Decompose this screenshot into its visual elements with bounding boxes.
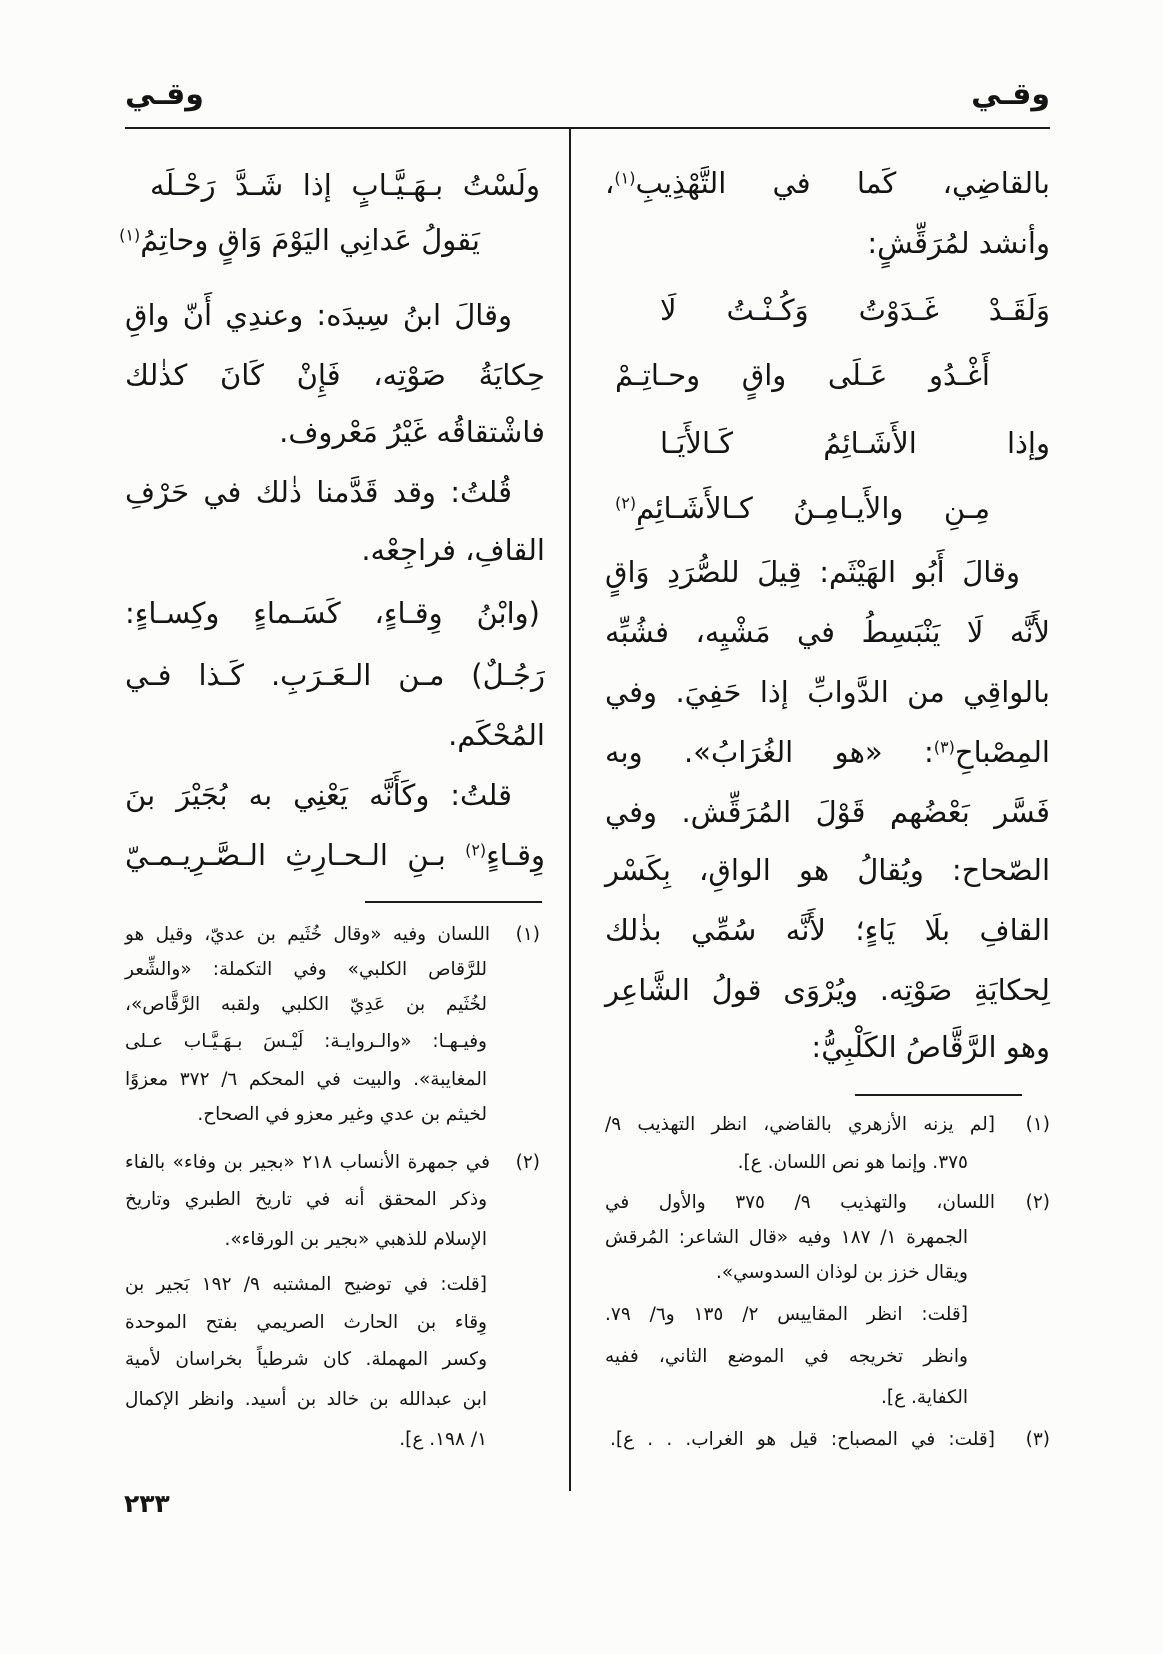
verse-hemistich xyxy=(615,478,990,538)
body-line: فَسَّر بَعْضُهم قَوْلَ المُرَقِّش. وفي xyxy=(605,795,1050,829)
footnote-line: لخيثم بن عدي وغير معزو في الصحاح. xyxy=(197,1104,487,1125)
body-text: بالقاضِي، كَما في التَّهْذِيبِ xyxy=(635,166,1050,200)
body-line: وأنشد لمُرَقِّشٍ: xyxy=(867,226,1050,260)
body-line: بالواقِي من الدَّوابِّ إذا حَفِيَ. وفي xyxy=(605,675,1050,709)
body-text-tail: : «هو الغُرَابُ». وبه xyxy=(605,735,934,769)
footnote-line: في جمهرة الأنساب ٢١٨ «بجير بن وفاء» بالفاء xyxy=(125,1152,490,1173)
body-text-tail: بـنِ الـحـارِثِ الـصَّـرِيـمـيّ xyxy=(125,838,466,872)
footnote-line: الجمهرة ١/ ١٨٧ وفيه «قال الشاعر: المُرقش xyxy=(605,1227,968,1248)
entry-headword-line: (وابْنُ وِقـاءٍ، كَسَـماءٍ وكِسـاءٍ: xyxy=(125,596,540,630)
footnote-number: (١) xyxy=(1025,1114,1050,1135)
footnote-line: لخُثَيم بن عَدِيّ الكلبي ولقبه الرَّقَّاص»، xyxy=(125,994,487,1015)
body-line: وقالَ أَبُو الهَيْثَم: قِيلَ للصُّرَدِ وَاقٍ xyxy=(605,555,1020,589)
footnote-line: وِقاء بن الحارث الصريمي بفتح الموحدة xyxy=(125,1312,487,1333)
verse-hemistich: ولَسْتُ بـهَـيَّـابٍ إذا شَـدَّ رَحْـلَه xyxy=(150,168,540,202)
footnote-line: للرَّقاص الكلبي» وفي التكملة: «والشِّعر xyxy=(125,959,487,980)
running-head-left: وقـي xyxy=(125,77,204,112)
footnote-number: (٣) xyxy=(1025,1429,1050,1450)
footnote-separator-right xyxy=(855,1094,1022,1096)
verse-hemistich: وَلَقَـدْ غَـدَوْتُ وَكُـنْـتُ لَا xyxy=(660,293,1050,327)
header-rule xyxy=(125,127,1050,129)
body-text: يَقولُ عَدانِي اليَوْمَ وَاقٍ وحاتِمُ xyxy=(140,223,480,257)
footnote-line: ١/ ١٩٨. ع]. xyxy=(399,1429,487,1450)
footnote-marker: (١) xyxy=(119,225,141,245)
footnote-line: اللسان وفيه «وقال خُثَيم بن عديّ، وقيل هو xyxy=(125,924,490,945)
footnote-line: اللسان، والتهذيب ٩/ ٣٧٥ والأول في xyxy=(605,1192,995,1213)
body-line: فاشْتقاقُه غَيْرُ مَعْروف. xyxy=(279,415,545,449)
body-line: لِحكايَةِ صَوْتِه. ويُرْوَى قولُ الشَّاعِر xyxy=(605,973,1050,1007)
footnote-line: ابن عبدالله بن خالد بن أسيد. وانظر الإكمال xyxy=(125,1389,487,1410)
footnote-line: وذكر المحقق أنه في تاريخ الطبري وتاريخ xyxy=(125,1189,487,1210)
footnote-separator-left xyxy=(365,901,542,903)
footnote-line: وانظر تخريجه في الموضع الثاني، ففيه xyxy=(605,1346,968,1367)
verse-hemistich xyxy=(119,210,480,270)
footnote-line: الكفاية. ع]. xyxy=(881,1387,968,1408)
verse-hemistich: وإذا الأَشَـائِمُ كَـالأَيَـا xyxy=(660,426,1050,460)
body-text-tail: ، xyxy=(605,166,615,200)
footnote-line: [قلت: انظر المقاييس ٢/ ١٣٥ و٦/ ٧٩. xyxy=(605,1304,968,1325)
footnote-line: [قلت: في المصباح: قيل هو الغراب. . . ع]. xyxy=(610,1429,995,1450)
footnote-line: الإسلام للذهبي «بجير بن الورقاء». xyxy=(224,1229,487,1250)
body-line: القافِ بلَا يَاءٍ؛ لأَنَّه سُمِّي بذٰلك xyxy=(605,913,1050,947)
footnote-line: المغايبة». والبيت في المحكم ٦/ ٣٧٢ معزوًا xyxy=(125,1069,487,1090)
footnote-number: (١) xyxy=(515,924,540,945)
footnote-line: [لم يزنه الأزهري بالقاضي، انظر التهذيب ٩/ xyxy=(605,1114,995,1135)
body-line: وقالَ ابنُ سِيدَه: وعندِي أَنّ واقِ xyxy=(125,298,512,332)
footnote-line: ويقال خزز بن لوذان السدوسي». xyxy=(715,1262,968,1283)
footnote-line: وكسر المهملة. كان شرطياً بخراسان لأمية xyxy=(125,1349,487,1370)
footnote-line: ٣٧٥. وإنما هو نص اللسان. ع]. xyxy=(737,1152,968,1173)
body-line xyxy=(125,825,545,885)
body-line: رَجُـلٌ) مـن الـعَـرَبِ. كَـذا فـي xyxy=(125,658,545,692)
footnote-number: (٢) xyxy=(515,1152,540,1173)
column-divider xyxy=(569,129,571,1491)
footnote-marker: (١) xyxy=(614,168,636,188)
body-text: وِقـاءٍ xyxy=(486,838,545,872)
body-line: قلتُ: وكَأَنَّه يَعْنِي به بُجَيْرَ بنَ xyxy=(125,778,512,812)
running-head-right: وقـي xyxy=(971,77,1050,112)
body-line: المُحْكَم. xyxy=(448,718,545,752)
body-line: الصّحاح: ويُقالُ هو الواقِ، بِكَسْر xyxy=(605,853,1050,887)
body-line: قُلتُ: وقد قَدَّمنا ذٰلك في حَرْفِ xyxy=(125,475,512,509)
footnote-line: وفيـهـا: «والـروايـة: لَيْـسَ بـهَـيَّـاب عـلى xyxy=(125,1031,487,1052)
page-number: ٢٣٣ xyxy=(124,1489,170,1518)
body-line xyxy=(605,722,1050,782)
body-text: مِـنِ والأَيـامِـنُ كـالأَشَـائِمِ xyxy=(636,491,990,525)
body-line: حِكايَةُ صَوْتِه، فَإِنْ كَانَ كذٰلك xyxy=(125,358,545,392)
body-text: المِصْباحِ xyxy=(954,735,1050,769)
footnote-marker: (٢) xyxy=(615,493,637,513)
body-line: القافِ، فراجِعْه. xyxy=(361,533,545,567)
body-line: وهو الرَّقَّاصُ الكَلْبِيُّ: xyxy=(811,1030,1050,1064)
footnote-line: [قلت: في توضيح المشتبه ٩/ ١٩٢ بَجير بن xyxy=(125,1274,487,1295)
footnote-number: (٢) xyxy=(1025,1192,1050,1213)
verse-hemistich: أَغْـدُو عَـلَى واقٍ وحـاتِـمْ xyxy=(615,358,990,392)
body-line: لأَنَّه لَا يَنْبَسِطُ في مَشْيِه، فشُبِّه xyxy=(605,615,1050,649)
body-line xyxy=(605,153,1050,213)
footnote-marker: (٢) xyxy=(465,840,487,860)
footnote-marker: (٣) xyxy=(933,737,955,757)
